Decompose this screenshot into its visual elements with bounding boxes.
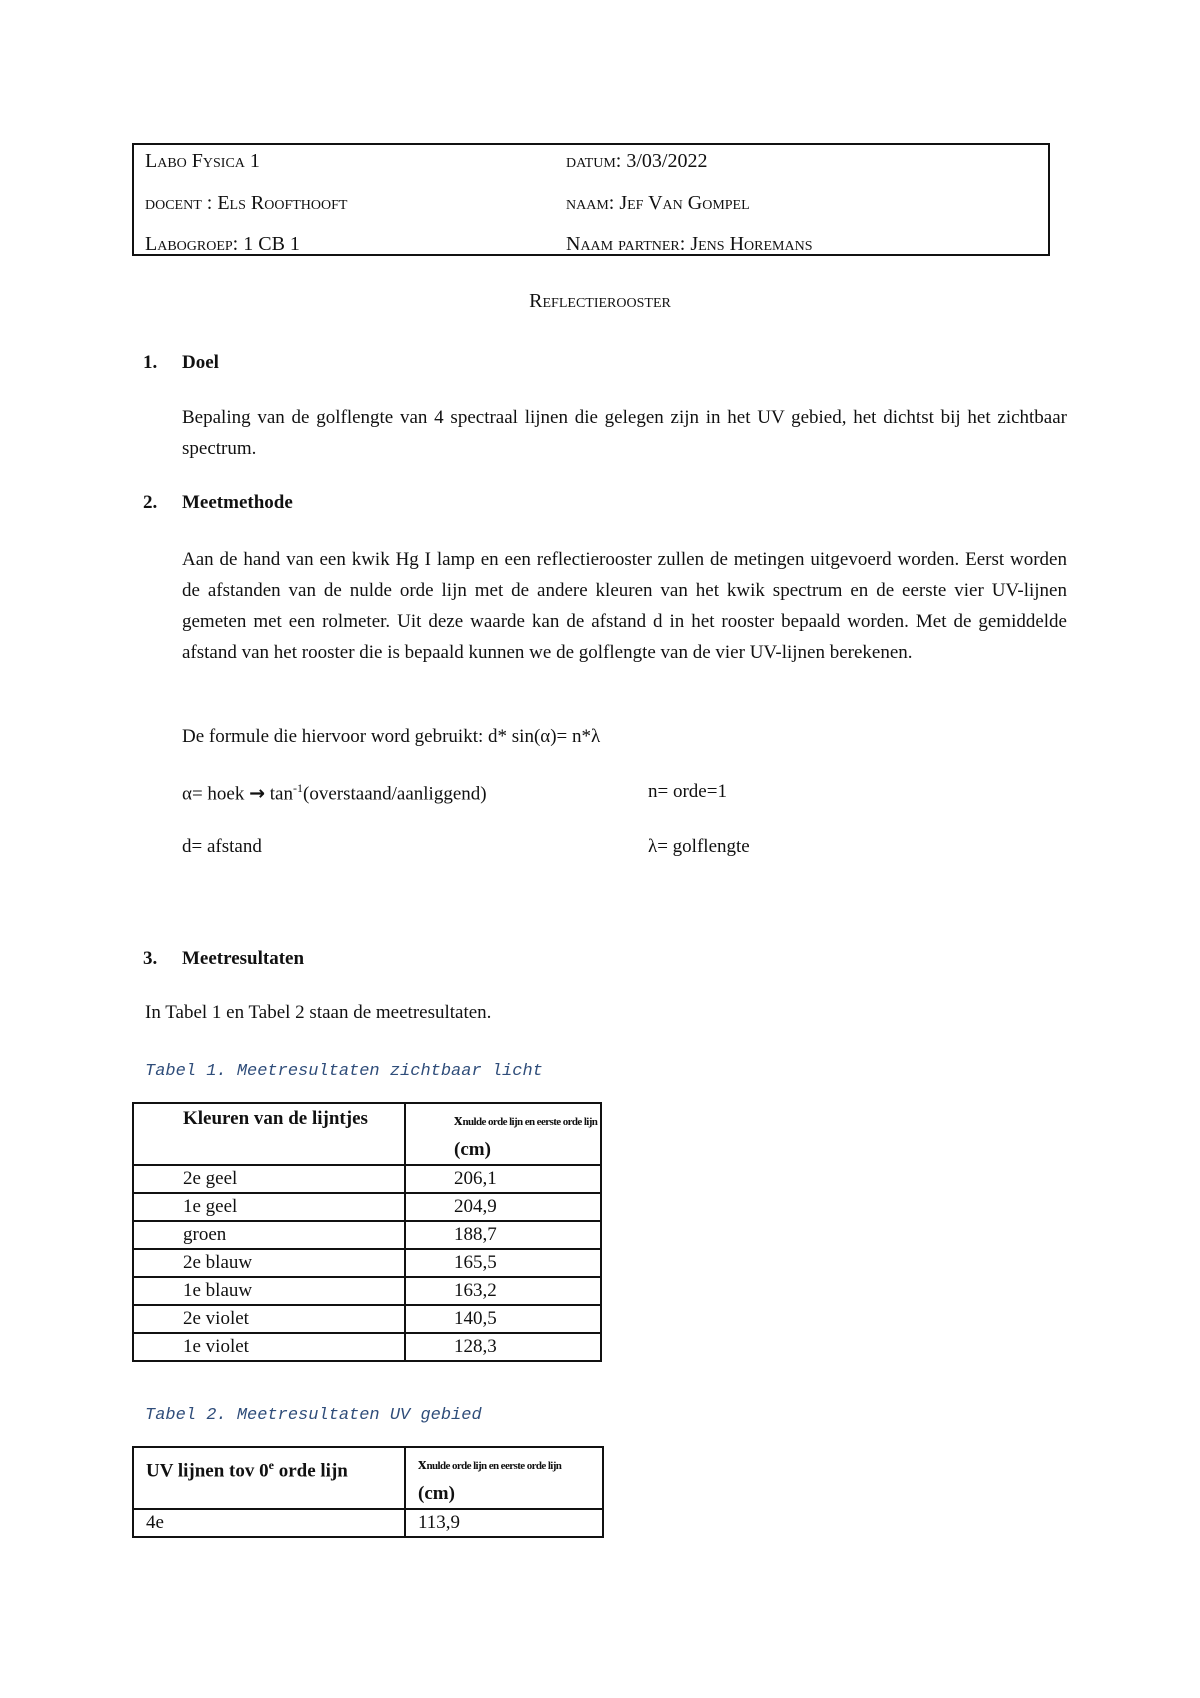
color-cell: 2e violet: [133, 1305, 405, 1333]
color-cell: 2e blauw: [133, 1249, 405, 1277]
table-row: [133, 1249, 601, 1277]
d-definition: d= afstand: [182, 836, 262, 857]
value-cell: 140,5: [405, 1305, 601, 1333]
value-cell: 206,1: [405, 1165, 601, 1193]
alpha-def-text: α= hoek: [182, 783, 250, 805]
name-label: naam:: [566, 192, 615, 214]
header-text-a: UV lijnen tov 0: [146, 1460, 269, 1482]
color-cell: 1e blauw: [133, 1277, 405, 1305]
table1-visible-light: [132, 1102, 602, 1362]
course-title: Labo Fysica 1: [145, 150, 260, 172]
x-subscript: nulde orde lijn en eerste orde lijn: [426, 1460, 562, 1472]
meetmethode-paragraph: Aan de hand van een kwik Hg I lamp en een reflectierooster zullen de metingen uitgevoerd worden. Eerst worden de afstanden van de nulde orde lijn met de andere kleuren van het kwik spectrum en de eerste vier UV-lijnen gemeten met een rolmeter. Uit deze waarde kan de afstand d in het rooster bepaald worden. Met de gemiddelde afstand van het rooster die is bepaald kunnen we de golflengte van de vier UV-lijnen berekenen.: [182, 549, 1067, 663]
table2-col1-header: [133, 1447, 405, 1509]
table-header-row: [133, 1103, 601, 1165]
group-label: Labogroep:: [145, 233, 239, 255]
table-row: [133, 1277, 601, 1305]
arrow-right-icon: →: [249, 782, 266, 805]
value-cell: 113,9: [405, 1509, 603, 1537]
section-title: Doel: [182, 352, 219, 373]
table1-col2-header: [405, 1103, 601, 1165]
alpha-def-ratio: (overstaand/aanliggend): [303, 783, 487, 805]
value-cell: 165,5: [405, 1249, 601, 1277]
unit-label: (cm): [454, 1139, 491, 1160]
table1-caption: Tabel 1. Meetresultaten zichtbaar licht: [145, 1062, 543, 1081]
color-cell: 1e violet: [133, 1333, 405, 1361]
section-title: Meetresultaten: [182, 948, 305, 969]
section-heading-meetmethode: [143, 492, 293, 514]
partner-field: [566, 232, 812, 256]
doel-paragraph: Bepaling van de golflengte van 4 spectraal lijnen die gelegen zijn in het UV gebied, het dichtst bij het zichtbaar spectrum.: [182, 407, 1067, 459]
lambda-definition: λ= golflengte: [648, 836, 750, 857]
alpha-def-sup: -1: [293, 781, 303, 795]
teacher-label: docent :: [145, 192, 213, 214]
name-value: Jef Van Gompel: [619, 192, 750, 214]
header-info-box: [132, 143, 1050, 256]
header-text: Kleuren van de lijntjes: [183, 1108, 368, 1129]
color-cell: 1e geel: [133, 1193, 405, 1221]
value-cell: 204,9: [405, 1193, 601, 1221]
header-sup: e: [268, 1458, 274, 1472]
date-field: [566, 149, 707, 173]
date-label: datum:: [566, 150, 622, 172]
group-value: 1 CB 1: [243, 233, 300, 255]
date-value: 3/03/2022: [626, 150, 708, 172]
table1-col1-header: [133, 1103, 405, 1165]
partner-value: Jens Horemans: [690, 233, 813, 255]
section-number: 3.: [143, 948, 158, 969]
document-title: Reflectierooster: [529, 290, 671, 312]
header-text-b: orde lijn: [273, 1460, 348, 1482]
value-cell: 128,3: [405, 1333, 601, 1361]
section-number: 1.: [143, 352, 158, 373]
alpha-definition: [182, 781, 487, 805]
alpha-def-tan: tan: [265, 783, 293, 805]
table-row: [133, 1193, 601, 1221]
teacher-field: [145, 191, 347, 215]
header-text: [146, 1448, 404, 1486]
section-number: 2.: [143, 492, 158, 513]
x-symbol: x: [418, 1454, 427, 1473]
table-row: [133, 1221, 601, 1249]
table2-col2-header: [405, 1447, 603, 1509]
table2-caption: Tabel 2. Meetresultaten UV gebied: [145, 1406, 482, 1425]
x-subscript: nulde orde lijn en eerste orde lijn: [462, 1116, 598, 1128]
value-cell: 163,2: [405, 1277, 601, 1305]
teacher-value: Els Roofthooft: [217, 192, 348, 214]
section-heading-doel: [143, 352, 219, 374]
n-definition: n= orde=1: [648, 781, 727, 802]
table2-uv-region: [132, 1446, 604, 1538]
line-cell: 4e: [133, 1509, 405, 1537]
table-header-row: [133, 1447, 603, 1509]
table-row: [133, 1333, 601, 1361]
name-field: [566, 191, 750, 215]
group-field: [145, 232, 300, 256]
value-cell: 188,7: [405, 1221, 601, 1249]
color-cell: groen: [133, 1221, 405, 1249]
color-cell: 2e geel: [133, 1165, 405, 1193]
partner-label: Naam partner:: [566, 233, 686, 255]
section-heading-meetresultaten: [143, 948, 304, 970]
formula-line: De formule die hiervoor word gebruikt: d* sin(α)= n*λ: [182, 726, 601, 747]
table-row: [133, 1305, 601, 1333]
x-symbol: x: [454, 1110, 463, 1129]
table-row: [133, 1165, 601, 1193]
results-intro: In Tabel 1 en Tabel 2 staan de meetresultaten.: [145, 1002, 492, 1023]
section-title: Meetmethode: [182, 492, 293, 513]
unit-label: (cm): [418, 1483, 455, 1504]
table-row: [133, 1509, 603, 1537]
